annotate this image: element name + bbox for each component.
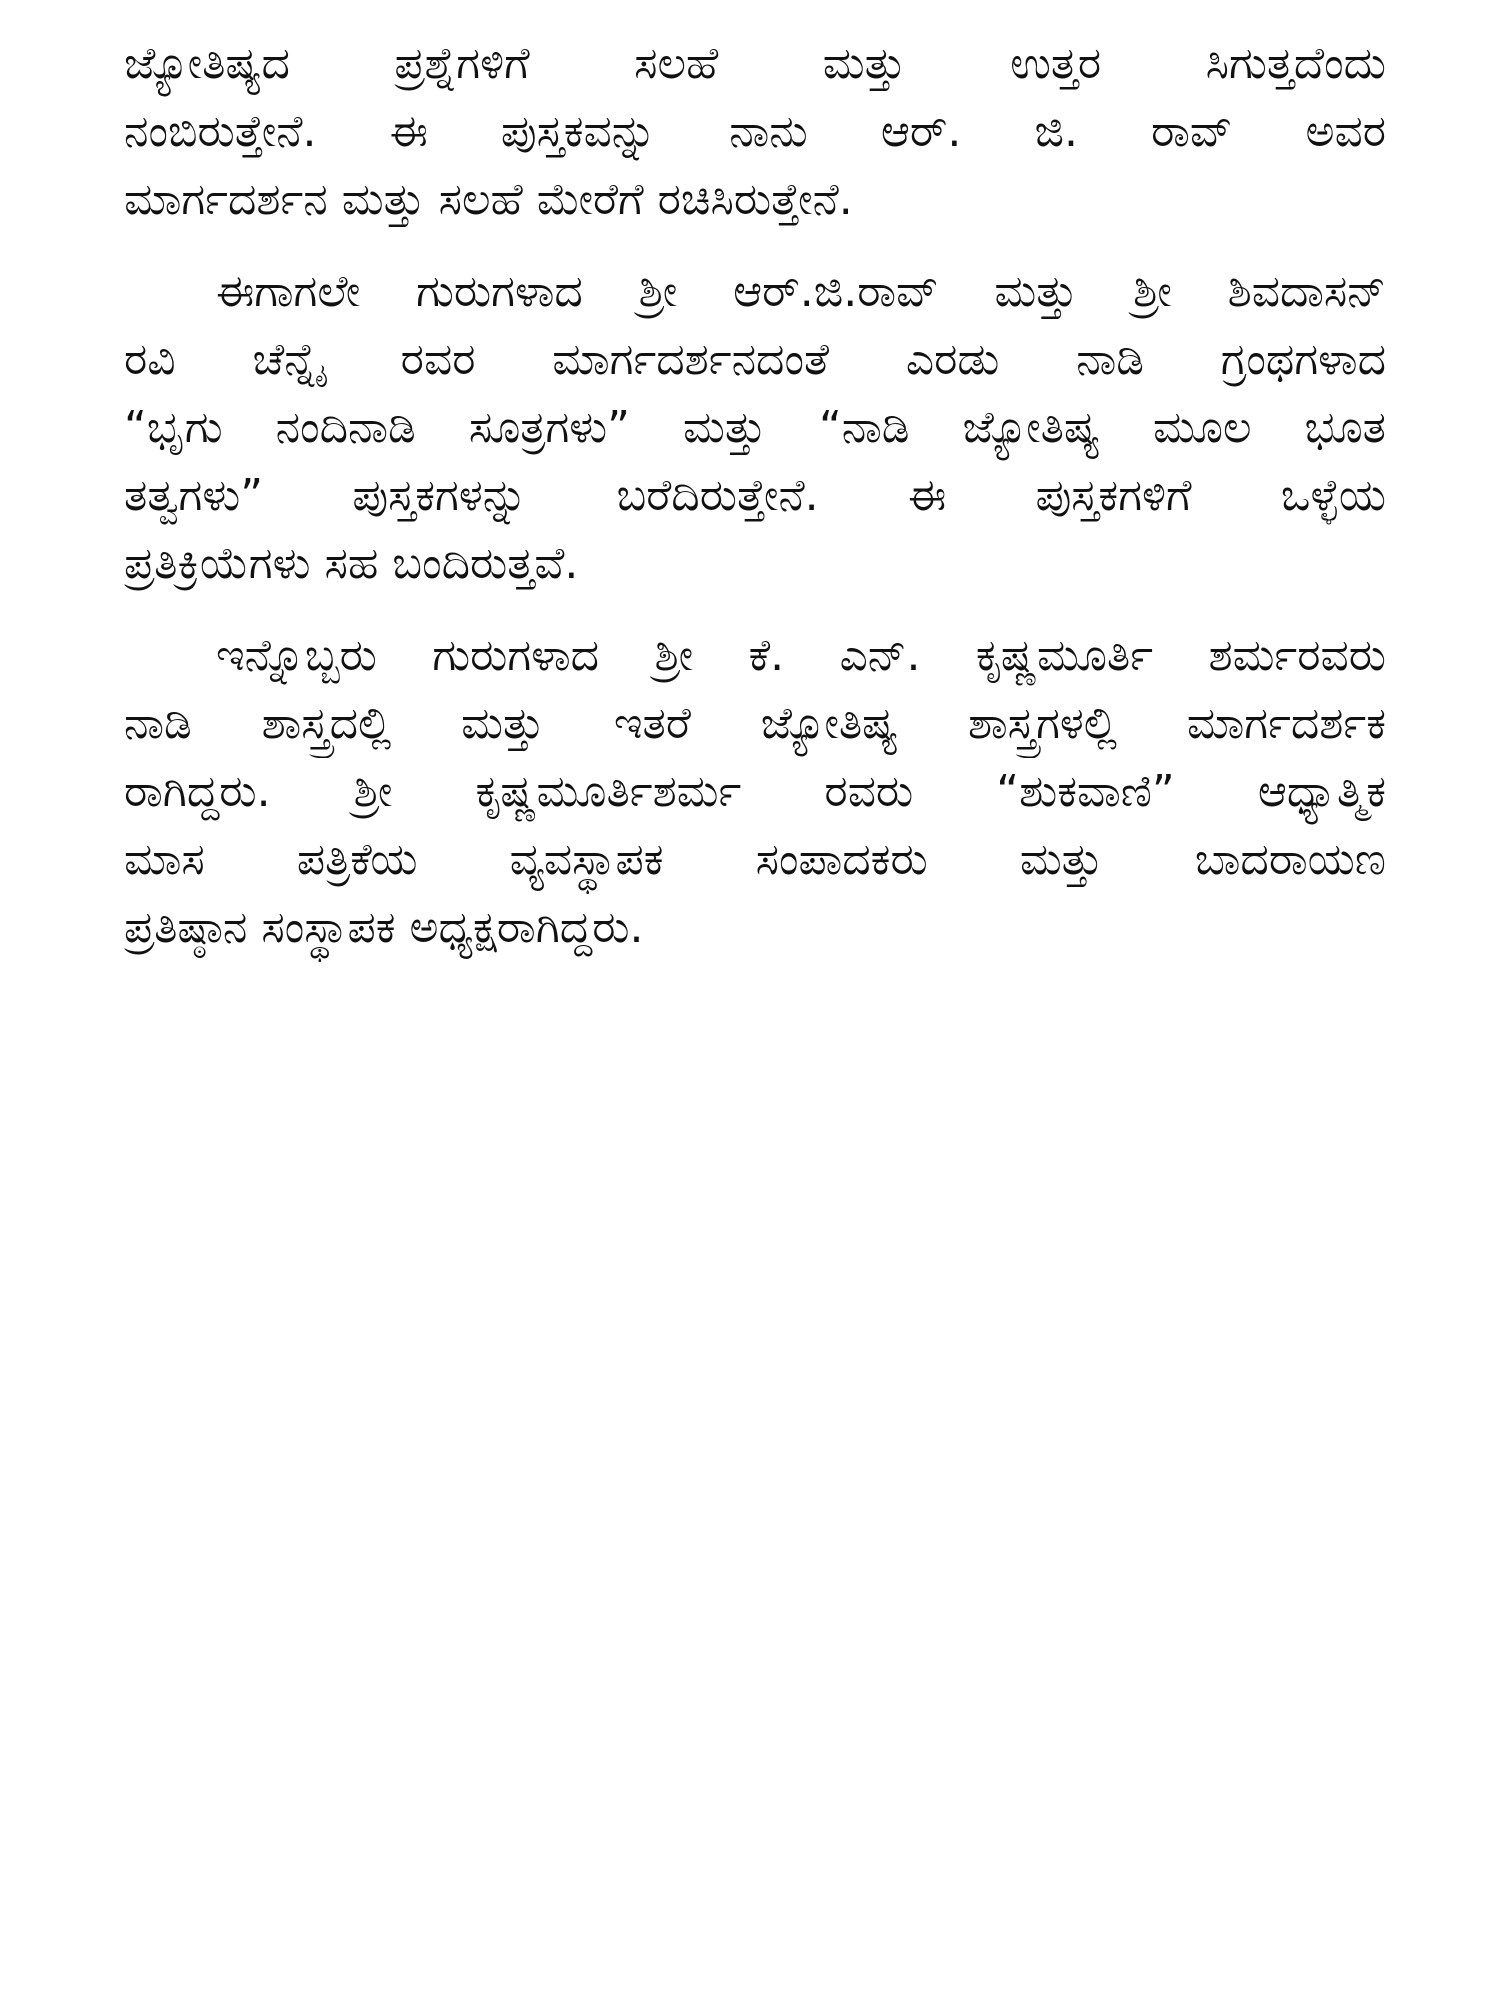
paragraph-line: ಪ್ರತಿಕ್ರಿಯೆಗಳು ಸಹ ಬಂದಿರುತ್ತವೆ. — [124, 538, 579, 589]
paragraph-line: ಈಗಾಗಲೇ ಗುರುಗಳಾದ ಶ್ರೀ ಆರ್.ಜಿ.ರಾವ್ ಮತ್ತು ಶ್ರೀ ಶಿವದಾಸನ್ — [216, 266, 1386, 317]
paragraph-line: ರವಿ ಚೆನ್ನೈ ರವರ ಮಾರ್ಗದರ್ಶನದಂತೆ ಎರಡು ನಾಡಿ ಗ್ರಂಥಗಳಾದ — [124, 334, 1386, 385]
paragraph-line: ಮಾರ್ಗದರ್ಶನ ಮತ್ತು ಸಲಹೆ ಮೇರೆಗೆ ರಚಿಸಿರುತ್ತೇನೆ. — [124, 174, 853, 225]
paragraph-line: ಜ್ಯೋತಿಷ್ಯದ ಪ್ರಶ್ನೆಗಳಿಗೆ ಸಲಹೆ ಮತ್ತು ಉತ್ತರ ಸಿಗುತ್ತದೆಂದು — [124, 38, 1386, 89]
paragraph-line: ಪ್ರತಿಷ್ಠಾನ ಸಂಸ್ಥಾಪಕ ಅಧ್ಯಕ್ಷರಾಗಿದ್ದರು. — [124, 902, 644, 953]
paragraph-line: ಇನ್ನೊಬ್ಬರು ಗುರುಗಳಾದ ಶ್ರೀ ಕೆ. ಎನ್. ಕೃಷ್ಣಮೂರ್ತಿ ಶರ್ಮರವರು — [216, 630, 1386, 681]
paragraph-line: ನಂಬಿರುತ್ತೇನೆ. ಈ ಪುಸ್ತಕವನ್ನು ನಾನು ಆರ್. ಜಿ. ರಾವ್ ಅವರ — [124, 106, 1386, 157]
paragraph-line: ರಾಗಿದ್ದರು. ಶ್ರೀ ಕೃಷ್ಣಮೂರ್ತಿಶರ್ಮ ರವರು “ಶುಕವಾಣಿ” ಆಧ್ಯಾತ್ಮಿಕ — [124, 766, 1386, 817]
paragraph-3 — [124, 622, 1386, 962]
paragraph-line: ಮಾಸ ಪತ್ರಿಕೆಯ ವ್ಯವಸ್ಥಾಪಕ ಸಂಪಾದಕರು ಮತ್ತು ಬಾದರಾಯಣ — [124, 834, 1386, 885]
document-page — [124, 30, 1386, 986]
paragraph-line: “ಭೃಗು ನಂದಿನಾಡಿ ಸೂತ್ರಗಳು” ಮತ್ತು “ನಾಡಿ ಜ್ಯೋತಿಷ್ಯ ಮೂಲ ಭೂತ — [124, 402, 1386, 453]
paragraph-line: ತತ್ವಗಳು” ಪುಸ್ತಕಗಳನ್ನು ಬರೆದಿರುತ್ತೇನೆ. ಈ ಪುಸ್ತಕಗಳಿಗೆ ಒಳ್ಳೆಯ — [124, 470, 1386, 521]
paragraph-line: ನಾಡಿ ಶಾಸ್ತ್ರದಲ್ಲಿ ಮತ್ತು ಇತರೆ ಜ್ಯೋತಿಷ್ಯ ಶಾಸ್ತ್ರಗಳಲ್ಲಿ ಮಾರ್ಗದರ್ಶಕ — [124, 698, 1386, 749]
paragraph-1 — [124, 30, 1386, 234]
paragraph-2 — [124, 258, 1386, 598]
